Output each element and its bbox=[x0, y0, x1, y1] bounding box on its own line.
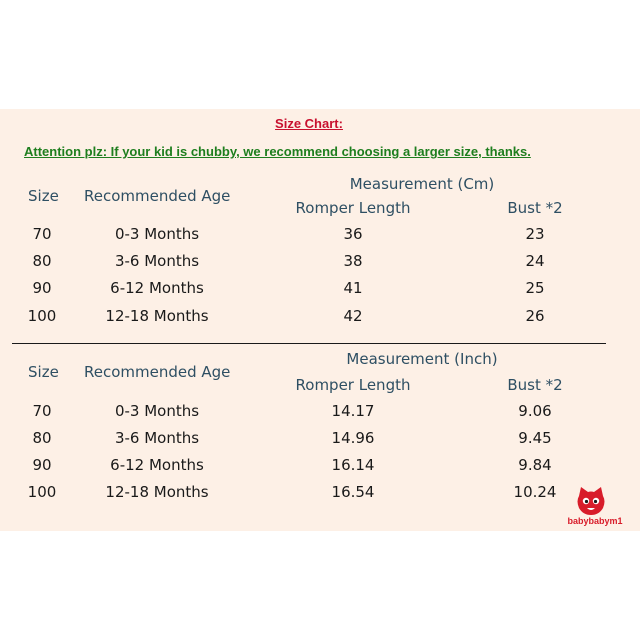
age-cell: 0-3 Months bbox=[114, 225, 200, 243]
bust-cell: 23 bbox=[525, 225, 545, 243]
size-header: Size bbox=[28, 363, 59, 381]
length-cell: 14.17 bbox=[331, 402, 375, 420]
bust-cell: 26 bbox=[525, 307, 545, 325]
length-cell: 38 bbox=[343, 252, 363, 270]
bust-header: Bust *2 bbox=[507, 376, 563, 394]
bust-cell: 9.45 bbox=[518, 429, 552, 447]
size-cell: 90 bbox=[32, 279, 52, 297]
age-cell: 6-12 Months bbox=[110, 456, 204, 474]
age-cell: 3-6 Months bbox=[114, 429, 200, 447]
measurement-header: Measurement (Cm) bbox=[349, 175, 495, 193]
age-cell: 6-12 Months bbox=[110, 279, 204, 297]
age-cell: 12-18 Months bbox=[105, 307, 209, 325]
size-cell: 70 bbox=[32, 402, 52, 420]
size-cell: 80 bbox=[32, 252, 52, 270]
age-header: Recommended Age bbox=[84, 187, 231, 205]
attention-note: Attention plz: If your kid is chubby, we recommend choosing a larger size, thanks. bbox=[24, 144, 531, 159]
size-cell: 90 bbox=[32, 456, 52, 474]
cat-face-icon bbox=[575, 486, 607, 516]
brand-logo bbox=[556, 484, 634, 528]
bust-cell: 9.06 bbox=[518, 402, 552, 420]
length-cell: 42 bbox=[343, 307, 363, 325]
table-divider bbox=[12, 343, 606, 344]
bust-cell: 9.84 bbox=[518, 456, 552, 474]
size-cell: 100 bbox=[27, 483, 57, 501]
romper-length-header: Romper Length bbox=[295, 376, 411, 394]
age-cell: 3-6 Months bbox=[114, 252, 200, 270]
size-cell: 100 bbox=[27, 307, 57, 325]
measurement-header: Measurement (Inch) bbox=[346, 350, 498, 368]
length-cell: 41 bbox=[343, 279, 363, 297]
size-cell: 70 bbox=[32, 225, 52, 243]
size-chart-title: Size Chart: bbox=[275, 116, 343, 131]
length-cell: 16.54 bbox=[331, 483, 375, 501]
size-cell: 80 bbox=[32, 429, 52, 447]
length-cell: 14.96 bbox=[331, 429, 375, 447]
bust-cell: 10.24 bbox=[513, 483, 557, 501]
bust-cell: 25 bbox=[525, 279, 545, 297]
romper-length-header: Romper Length bbox=[295, 199, 411, 217]
brand-logo-text: babybabym1 bbox=[567, 516, 623, 526]
size-header: Size bbox=[28, 187, 59, 205]
age-header: Recommended Age bbox=[84, 363, 231, 381]
length-cell: 36 bbox=[343, 225, 363, 243]
age-cell: 12-18 Months bbox=[105, 483, 209, 501]
length-cell: 16.14 bbox=[331, 456, 375, 474]
bust-cell: 24 bbox=[525, 252, 545, 270]
age-cell: 0-3 Months bbox=[114, 402, 200, 420]
bust-header: Bust *2 bbox=[507, 199, 563, 217]
